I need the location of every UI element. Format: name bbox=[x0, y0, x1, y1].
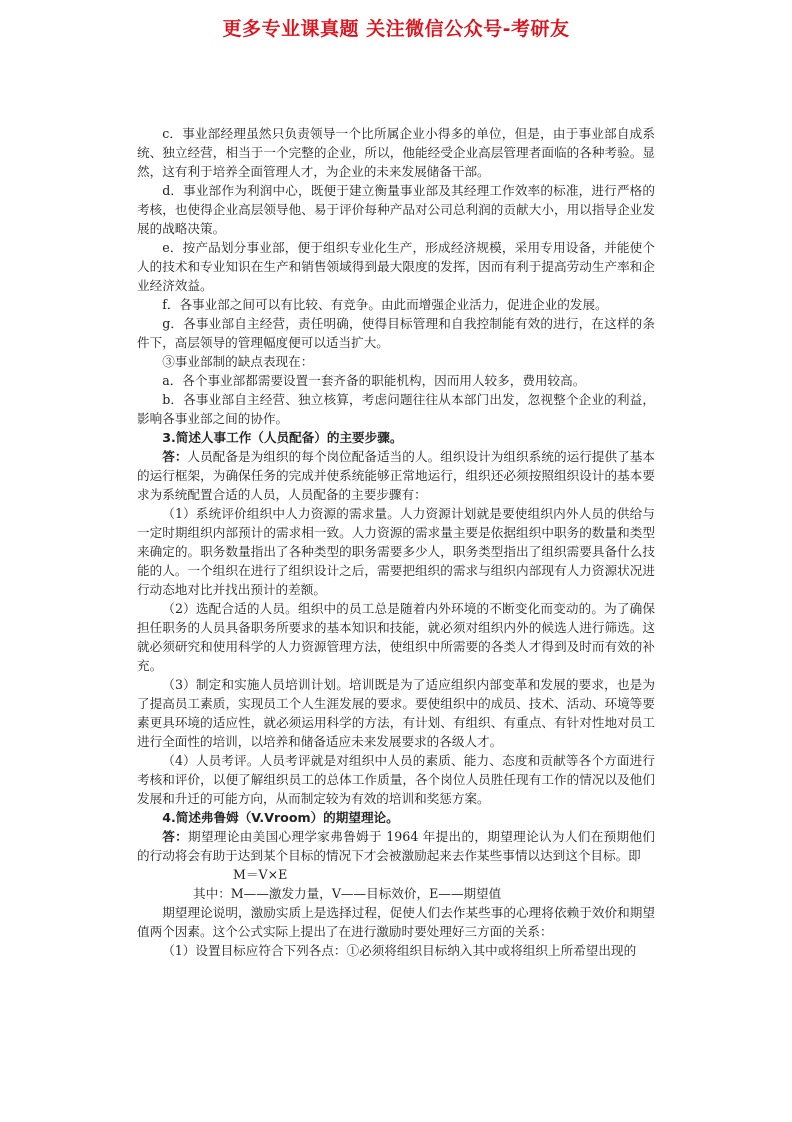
paragraph-e: e．按产品划分事业部，便于组织专业化生产，形成经济规模，采用专用设备，并能使个人的技术和专业知识在生产和销售领域得到最大限度的发挥，因而有利于提高劳动生产率和企业经济效益。 bbox=[137, 240, 655, 293]
question-3-answer bbox=[137, 447, 655, 504]
paragraph-g: g．各事业部自主经营，责任明确，使得目标管理和自我控制能有效的进行，在这样的条件下，高层领导的管理幅度便可以适当扩大。 bbox=[137, 316, 655, 350]
theory-explanation: 期望理论说明，激励实质上是选择过程，促使人们去作某些事的心理将依赖于效价和期望值两个因素。这个公式实际上提出了在进行激励时要处理好三方面的关系： bbox=[137, 905, 655, 939]
answer-label: 答： bbox=[162, 449, 188, 464]
formula-legend: 其中：M——激发力量，V——目标效价，E——期望值 bbox=[193, 886, 502, 901]
question-4-answer bbox=[137, 827, 655, 865]
paragraph-d: d．事业部作为利润中心，既便于建立衡量事业部及其经理工作效率的标准，进行严格的考核，也使得企业高层领导他、易于评价每种产品对公司总利润的贡献大小，用以指导企业发展的战略决策。 bbox=[137, 183, 655, 236]
expectancy-formula: M＝V×E bbox=[233, 867, 288, 882]
document-body bbox=[137, 124, 655, 960]
promo-banner: 更多专业课真题 关注微信公众号-考研友 bbox=[222, 18, 570, 40]
answer-text: 人员配备是为组织的每个岗位配备适当的人。组织设计为组织系统的运行提供了基本的运行框架，为确保任务的完成并使系统能够正常地运行，组织还必须按照组织设计的基本要求为系统配置合适的人员，人员配备的主要步骤有： bbox=[137, 449, 656, 502]
answer-text: 期望理论由美国心理学家弗鲁姆于 1964 年提出的，期望理论认为人们在预期他们的行动将会有助于达到某个目标的情况下才会被激励起来去作某些事情以达到这个目标。即 bbox=[137, 829, 656, 863]
answer-label: 答： bbox=[162, 829, 189, 844]
point-1: （1）设置目标应符合下列各点：①必须将组织目标纳入其中或将组织上所希望出现的 bbox=[162, 943, 637, 958]
step-4: （4）人员考评。人员考评就是对组织中人员的素质、能力、态度和贡献等各个方面进行考核和评价，以便了解组织员工的总体工作质量，各个岗位人员胜任现有工作的情况以及他们发展和升迁的可能方向，从而制定较为有效的培训和奖惩方案。 bbox=[137, 753, 655, 806]
step-1: （1）系统评价组织中人力资源的需求量。人力资源计划就是要使组织内外人员的供给与一定时期组织内部预计的需求相一致。人力资源的需求量主要是依据组织中职务的数量和类型来确定的。职务数量指出了各种类型的职务需要多少人，职务类型指出了组织需要具备什么技能的人。一个组织在进行了组织设计之后，需要把组织的需求与组织内部现有人力资源状况进行动态地对比并找出预计的差额。 bbox=[137, 506, 655, 597]
disadvantages-intro: ③事业部制的缺点表现在： bbox=[162, 354, 314, 369]
disadvantage-b: b．各事业部自主经营、独立核算，考虑问题往往从本部门出发，忽视整个企业的利益，影响各事业部之间的协作。 bbox=[137, 392, 655, 426]
step-2: （2）选配合适的人员。组织中的员工总是随着内外环境的不断变化而变动的。为了确保担任职务的人员具备职务所要求的基本知识和技能，就必须对组织内外的候选人进行筛选。这就必须研究和使用科学的人力资源管理方法，使组织中所需要的各类人才得到及时而有效的补充。 bbox=[137, 601, 655, 673]
paragraph-c: c．事业部经理虽然只负责领导一个比所属企业小得多的单位，但是，由于事业部自成系统、独立经营，相当于一个完整的企业，所以，他能经受企业高层管理者面临的各种考验。显然，这有利于培养全面管理人才，为企业的未来发展储备干部。 bbox=[137, 126, 655, 179]
question-3-heading: 3.简述人事工作（人员配备）的主要步骤。 bbox=[162, 430, 403, 445]
disadvantage-a: a．各个事业部都需要设置一套齐备的职能机构，因而用人较多，费用较高。 bbox=[162, 373, 586, 388]
paragraph-f: f．各事业部之间可以有比较、有竞争。由此而增强企业活力，促进企业的发展。 bbox=[162, 297, 608, 312]
question-4-heading: 4.简述弗鲁姆（V.Vroom）的期望理论。 bbox=[162, 810, 399, 825]
step-3: （3）制定和实施人员培训计划。培训既是为了适应组织内部变革和发展的要求，也是为了提高员工素质，实现员工个人生涯发展的要求。要使组织中的成员、技术、活动、环境等要素更具环境的适应性，就必须运用科学的方法，有计划、有组织、有重点、有针对性地对员工进行全面性的培训，以培养和储备适应未来发展要求的各级人才。 bbox=[137, 677, 655, 749]
